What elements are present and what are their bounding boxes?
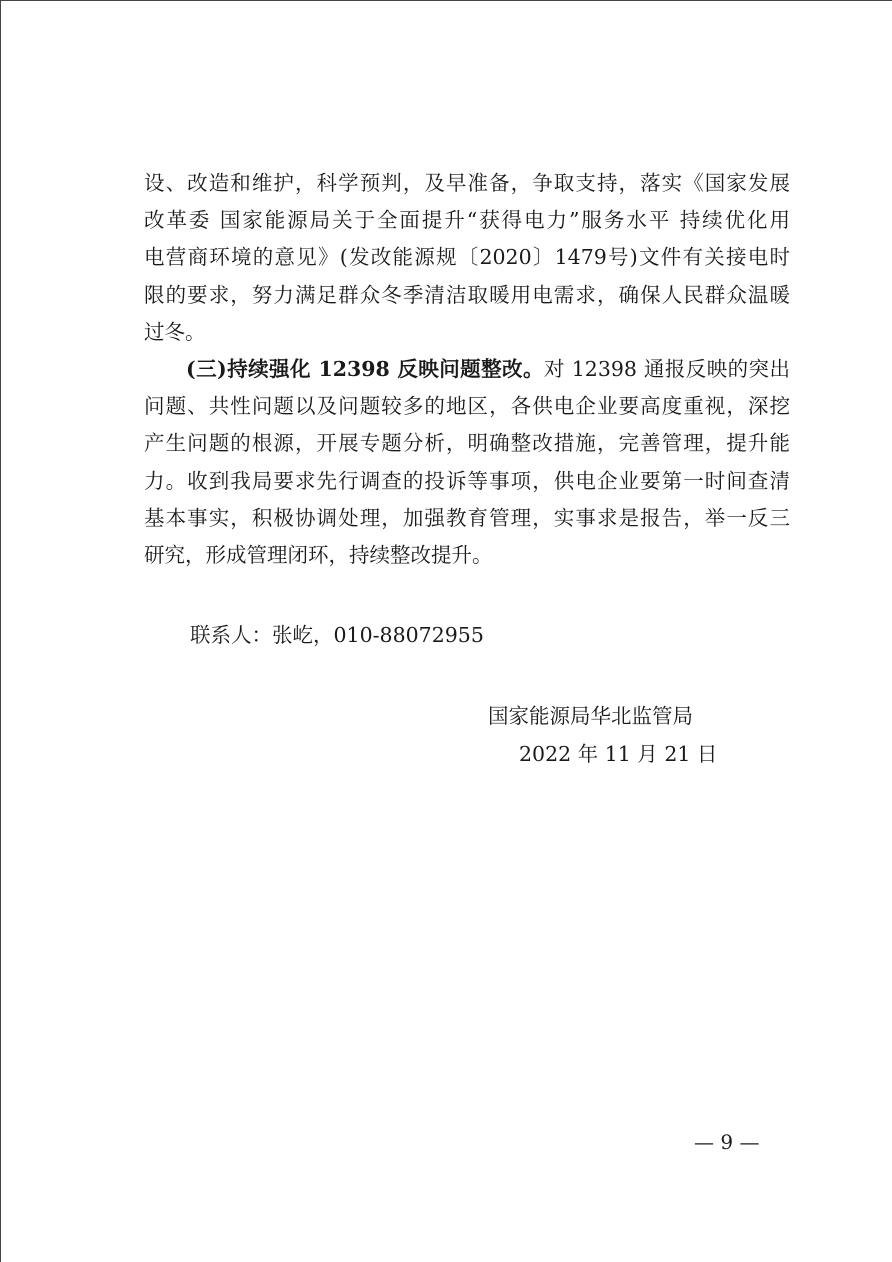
- paragraph-2-line: 问题、共性问题以及问题较多的地区，各供电企业要高度重视，深挖: [144, 394, 790, 419]
- signature-org: 国家能源局华北监管局: [488, 704, 693, 728]
- section-heading: (三)持续强化 12398 反映问题整改。: [186, 357, 544, 382]
- paragraph-2-line: 产生问题的根源，开展专题分析，明确整改措施，完善管理，提升能: [144, 431, 790, 456]
- paragraph-1-line: 电营商环境的意见》(发改能源规〔2020〕1479号)文件有关接电时: [144, 245, 790, 270]
- signature-date: 2022 年 11 月 21 日: [519, 742, 718, 766]
- paragraph-1-line: 设、改造和维护，科学预判，及早准备，争取支持，落实《国家发展: [144, 171, 790, 195]
- paragraph-1-line: 限的要求，努力满足群众冬季清洁取暖用电需求，确保人民群众温暖: [144, 282, 790, 307]
- paragraph-2-line: 力。收到我局要求先行调查的投诉等事项，供电企业要第一时间查清: [144, 468, 790, 493]
- paragraph-2: [144, 351, 790, 574]
- paragraph-2-line: 研究，形成管理闭环，持续整改提升。: [144, 543, 493, 568]
- paragraph-2-line: 基本事实，积极协调处理，加强教育管理，实事求是报告，举一反三: [144, 505, 790, 530]
- page-number: — 9 —: [694, 1130, 760, 1154]
- paragraph-2-first-line-text: 对 12398 通报反映的突出: [543, 357, 790, 382]
- paragraph-1-line: 过冬。: [144, 319, 206, 344]
- document-body: [144, 165, 790, 574]
- paragraph-1: [144, 165, 790, 351]
- paragraph-1-line: 改革委 国家能源局关于全面提升“获得电力”服务水平 持续优化用: [144, 208, 790, 233]
- contact-line: 联系人：张屹，010-88072955: [190, 623, 484, 647]
- paragraph-2-first-line: [144, 351, 790, 388]
